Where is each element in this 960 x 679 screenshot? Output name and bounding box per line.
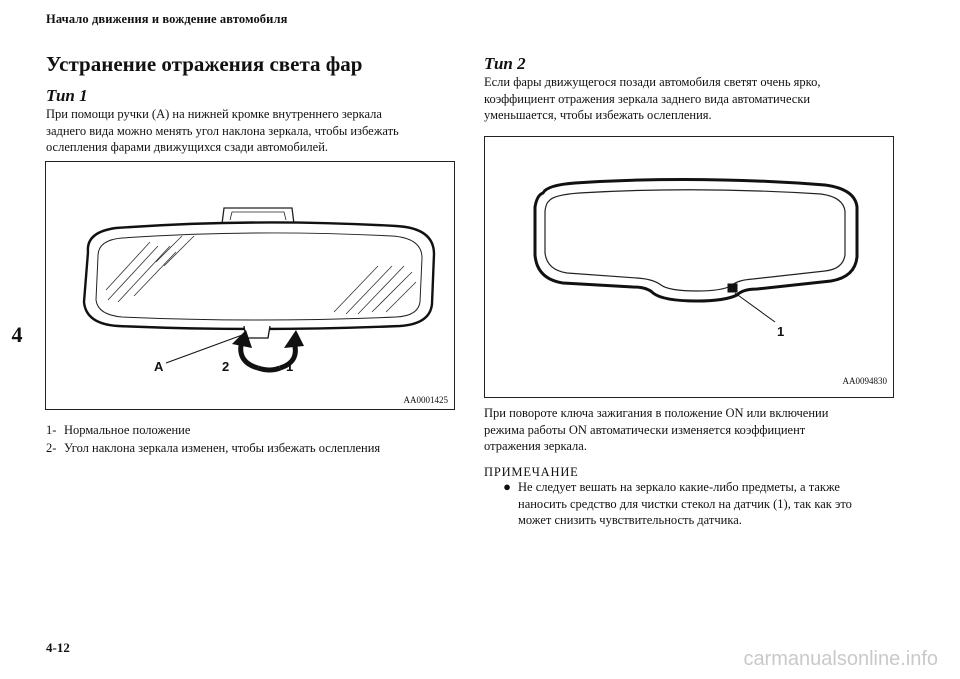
- note-text: [518, 479, 852, 529]
- type2-title: Тип 2: [484, 54, 526, 73]
- legend-number: 2-: [46, 441, 57, 455]
- type1-title: Тип 1: [46, 86, 88, 105]
- callout-1: 1: [777, 324, 785, 339]
- bullet-icon: ●: [503, 479, 511, 494]
- type1-mirror-figure: [45, 161, 455, 410]
- type1-line-3: ослепления фарами движущихся сзади автомобилей.: [46, 140, 329, 154]
- figure-code: AA0094830: [842, 376, 887, 386]
- type2-mirror-figure: [484, 136, 894, 398]
- note-item: [496, 479, 852, 529]
- auto-dimming-mirror-illustration: [485, 137, 893, 397]
- page-number: 4-12: [46, 640, 70, 655]
- type2-after-line-1: При повороте ключа зажигания в положение ON или включении: [484, 406, 829, 420]
- legend-item: [46, 421, 380, 439]
- type2-ignition-text: [484, 405, 904, 455]
- legend-text: Нормальное положение: [64, 423, 191, 437]
- legend-number: 1-: [46, 423, 57, 437]
- note-line-2: наносить средство для чистки стекол на датчик (1), так как это: [518, 496, 852, 511]
- callout-1: 1: [286, 359, 294, 374]
- legend-text: Угол наклона зеркала изменен, чтобы избежать ослепления: [64, 441, 381, 455]
- type2-line-1: Если фары движущегося позади автомобиля светят очень ярко,: [484, 75, 821, 89]
- legend-item: [46, 439, 380, 457]
- type1-legend: [46, 421, 380, 457]
- note-line-1: Не следует вешать на зеркало какие-либо предметы, а также: [518, 480, 840, 494]
- note-heading: ПРИМЕЧАНИЕ: [484, 465, 579, 479]
- callout-2: 2: [222, 359, 230, 374]
- type1-line-1: При помощи ручки (A) на нижней кромке внутреннего зеркала: [46, 107, 382, 121]
- note-line-3: может снизить чувствительность датчика.: [518, 513, 742, 527]
- callout-a: A: [154, 359, 164, 374]
- running-header: Начало движения и вождение автомобиля: [46, 12, 288, 26]
- watermark: carmanualsonline.info: [743, 648, 938, 670]
- type2-description: [484, 74, 904, 124]
- manual-mirror-illustration: [46, 162, 454, 409]
- type1-line-2: заднего вида можно менять угол наклона зеркала, чтобы избежать: [46, 123, 399, 138]
- figure-code: AA0001425: [403, 395, 448, 405]
- type2-line-2: коэффициент отражения зеркала заднего вида автоматически: [484, 91, 811, 106]
- chapter-tab: 4: [11, 322, 23, 347]
- section-title: Устранение отражения света фар: [46, 52, 363, 76]
- type2-after-line-2: режима работы ON автоматически изменяется коэффициент: [484, 422, 806, 437]
- type2-after-line-3: отражения зеркала.: [484, 439, 587, 453]
- type1-description: [46, 106, 466, 156]
- type2-line-3: уменьшается, чтобы избежать ослепления.: [484, 108, 712, 122]
